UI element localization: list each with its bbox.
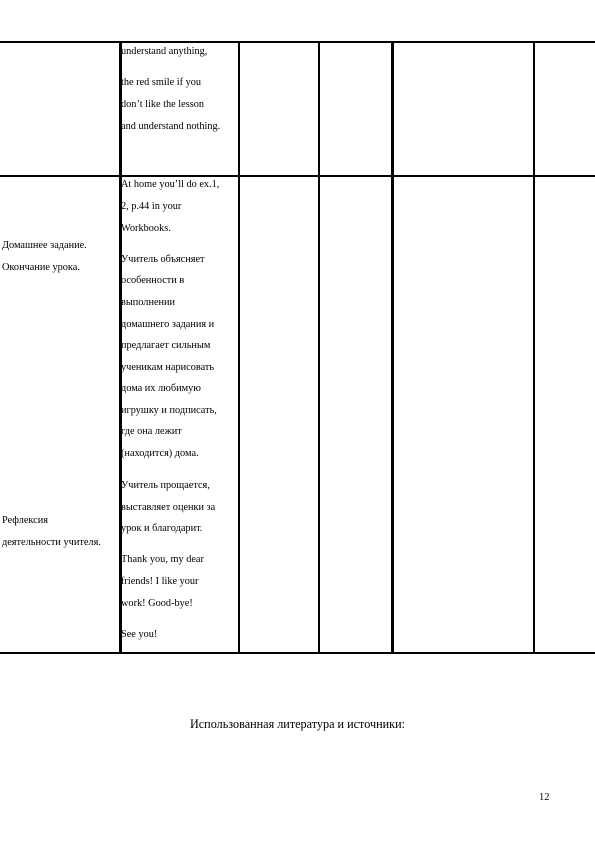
section-heading: Использованная литература и источники:: [189, 717, 406, 731]
table-cell-text: выставляет оценки за: [121, 502, 216, 513]
table-cell-text: See you!: [121, 629, 158, 640]
table-cell-text: урок и благодарит.: [121, 523, 203, 534]
table-cell-text: the red smile if you: [121, 77, 202, 88]
table-cell-text: где она лежит: [121, 426, 182, 437]
table-col-divider: [238, 41, 240, 654]
table-col-divider: [533, 41, 535, 654]
table-cell-text: (находится) дома.: [121, 448, 199, 459]
table-cell-text: and understand nothing.: [121, 121, 221, 132]
table-rule-top: [0, 41, 595, 43]
table-cell-text: understand anything,: [121, 46, 208, 57]
table-cell-text: At home you’ll do ex.1,: [121, 179, 220, 190]
table-cell-text: дома их любимую: [121, 383, 201, 394]
table-cell-text: friends! I like your: [121, 576, 199, 587]
table-cell-text: Учитель прощается,: [121, 480, 210, 491]
table-cell-text: 2, p.44 in your: [121, 201, 182, 212]
table-cell-text: домашнего задания и: [121, 319, 215, 330]
table-cell-text: don’t like the lesson: [121, 99, 205, 110]
table-rule-row-divider: [0, 175, 595, 177]
table-cell-text: work! Good-bye!: [121, 598, 193, 609]
table-col-divider: [318, 41, 320, 654]
table-cell-label: Рефлексия: [2, 515, 48, 526]
table-cell-label: Окончание урока.: [2, 262, 80, 273]
table-cell-text: игрушку и подписать,: [121, 405, 217, 416]
table-cell-text: предлагает сильным: [121, 340, 211, 351]
table-rule-bottom: [0, 652, 595, 654]
table-cell-text: Учитель объясняет: [121, 254, 205, 265]
table-cell-label: деятельности учителя.: [2, 537, 101, 548]
table-cell-text: выполнении: [121, 297, 176, 308]
table-cell-label: Домашнее задание.: [2, 240, 87, 251]
table-cell-text: особенности в: [121, 275, 185, 286]
table-cell-text: Thank you, my dear: [121, 554, 204, 565]
page-number: 12: [539, 792, 550, 803]
table-col-divider: [391, 41, 394, 654]
table-cell-text: ученикам нарисовать: [121, 362, 215, 373]
table-cell-text: Workbooks.: [121, 223, 171, 234]
